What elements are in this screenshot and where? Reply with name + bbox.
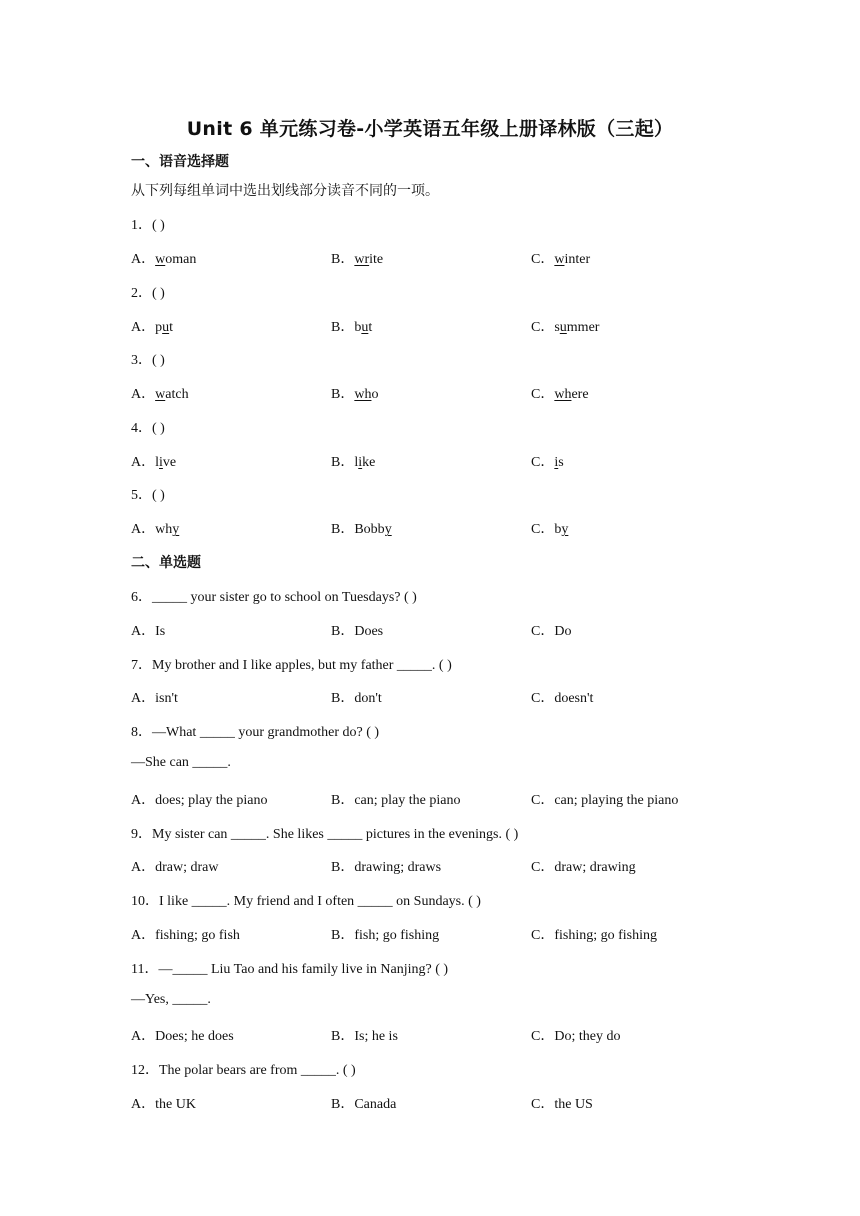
option-text: o — [371, 387, 379, 403]
underlined-letters: w — [155, 387, 166, 403]
answer-option[interactable] — [131, 316, 173, 336]
answer-option[interactable]: A．Is — [131, 623, 166, 639]
answer-option[interactable]: A．fishing; go fish — [131, 928, 240, 943]
question-stem: 6．_____ your sister go to school on Tuesdays? ( ) — [131, 590, 417, 605]
option-text: A． — [131, 454, 156, 470]
option-text: A． — [131, 252, 156, 267]
answer-option[interactable]: A．isn't — [131, 691, 178, 707]
section-heading-single-choice: 二、单选题 — [131, 555, 201, 571]
answer-option[interactable]: B．Does — [331, 623, 384, 639]
answer-option[interactable]: B．Is; he is — [331, 1029, 398, 1045]
section-instruction: 从下列每组单词中选出划线部分读音不同的一项。 — [131, 184, 439, 199]
answer-option[interactable]: C．doesn't — [531, 691, 594, 707]
answer-option[interactable]: A．Does; he does — [131, 1029, 234, 1045]
underlined-letters: y — [561, 522, 569, 538]
option-text: C． — [531, 522, 555, 538]
underlined-letters: wh — [354, 387, 372, 403]
answer-option[interactable]: C．Do — [531, 623, 572, 639]
answer-option[interactable]: C．can; playing the piano — [531, 792, 679, 808]
option-text: ke — [362, 454, 376, 470]
option-text: s — [554, 319, 560, 335]
answer-option[interactable] — [331, 316, 372, 336]
answer-option[interactable] — [331, 451, 375, 471]
question-stem: 3．( ) — [131, 353, 165, 369]
option-text: C． — [531, 252, 555, 267]
question-stem: 9．My sister can _____. She likes _____ pictures in the evenings. ( ) — [131, 826, 519, 842]
option-text: t — [368, 319, 373, 335]
underlined-letters: u — [559, 319, 567, 335]
option-text: l — [354, 454, 359, 470]
option-text: C． — [531, 454, 555, 470]
option-text: C． — [531, 387, 555, 403]
option-text: t — [169, 319, 174, 335]
question-response-line: —She can _____. — [131, 755, 231, 770]
answer-option[interactable]: B．can; play the piano — [331, 792, 461, 808]
option-text: B． — [331, 454, 355, 470]
answer-option[interactable] — [531, 518, 568, 538]
option-text: B． — [331, 522, 355, 538]
answer-option[interactable] — [531, 316, 599, 336]
option-text: ve — [162, 454, 177, 470]
answer-option[interactable] — [131, 518, 179, 538]
question-stem: 4．( ) — [131, 420, 165, 436]
option-text: C． — [531, 319, 555, 335]
answer-option[interactable]: B．drawing; draws — [331, 860, 442, 876]
answer-option[interactable]: C．fishing; go fishing — [531, 928, 658, 943]
question-stem: 7．My brother and I like apples, but my father _____. ( ) — [131, 657, 452, 673]
answer-option[interactable]: B．fish; go fishing — [331, 928, 440, 943]
question-stem: 10．I like _____. My friend and I often _____ on Sundays. ( ) — [131, 894, 481, 910]
section-heading-phonics: 一、语音选择题 — [131, 154, 229, 170]
option-text: wh — [155, 522, 173, 538]
underlined-letters: i — [358, 454, 363, 470]
answer-option[interactable] — [531, 383, 589, 403]
page-title: Unit 6 单元练习卷-小学英语五年级上册译林版（三起） — [186, 118, 674, 140]
underlined-letters: u — [361, 319, 369, 335]
answer-option[interactable] — [531, 248, 590, 268]
answer-option[interactable] — [131, 248, 196, 268]
question-stem: 2．( ) — [131, 285, 165, 301]
option-text: inter — [564, 252, 591, 267]
answer-option[interactable]: A．draw; draw — [131, 860, 219, 876]
question-response-line: —Yes, _____. — [131, 991, 211, 1007]
option-text: A． — [131, 319, 156, 335]
answer-option[interactable]: B．don't — [331, 691, 382, 707]
answer-option[interactable] — [131, 451, 176, 471]
question-stem: 5．( ) — [131, 488, 165, 504]
underlined-letters: wr — [354, 252, 370, 267]
underlined-letters: wh — [554, 387, 572, 403]
option-text: p — [155, 319, 163, 335]
option-text: atch — [165, 387, 189, 403]
underlined-letters: w — [155, 252, 166, 267]
answer-option[interactable] — [331, 383, 378, 403]
option-text: oman — [165, 252, 197, 267]
answer-option[interactable] — [331, 248, 383, 268]
answer-option[interactable]: B．Canada — [331, 1097, 397, 1112]
underlined-letters: w — [554, 252, 565, 267]
underlined-letters: i — [554, 454, 559, 470]
option-text: b — [554, 522, 562, 538]
question-stem: 1．( ) — [131, 218, 165, 233]
answer-option[interactable] — [531, 451, 564, 471]
option-text: s — [558, 454, 564, 470]
answer-option[interactable] — [131, 383, 189, 403]
answer-option[interactable] — [331, 518, 392, 538]
underlined-letters: y — [172, 522, 180, 538]
option-text: l — [155, 454, 160, 470]
answer-option[interactable]: A．does; play the piano — [131, 792, 268, 808]
option-text: B． — [331, 319, 355, 335]
option-text: mmer — [566, 319, 600, 335]
answer-option[interactable]: A．the UK — [131, 1097, 196, 1112]
option-text: b — [354, 319, 362, 335]
underlined-letters: y — [384, 522, 392, 538]
option-text: A． — [131, 387, 156, 403]
option-text: Bobb — [354, 522, 385, 538]
option-text: ere — [571, 387, 589, 403]
option-text: B． — [331, 387, 355, 403]
option-text: A． — [131, 522, 156, 538]
question-stem: 11．—_____ Liu Tao and his family live in Nanjing? ( ) — [131, 961, 449, 977]
answer-option[interactable]: C．Do; they do — [531, 1029, 621, 1045]
underlined-letters: u — [162, 319, 170, 335]
option-text: ite — [369, 252, 384, 267]
answer-option[interactable]: C．draw; drawing — [531, 860, 636, 876]
question-stem: 12．The polar bears are from _____. ( ) — [131, 1063, 356, 1079]
option-text: B． — [331, 252, 355, 267]
underlined-letters: i — [159, 454, 163, 470]
answer-option[interactable]: C．the US — [531, 1097, 593, 1112]
question-stem: 8．—What _____ your grandmother do? ( ) — [131, 725, 380, 741]
